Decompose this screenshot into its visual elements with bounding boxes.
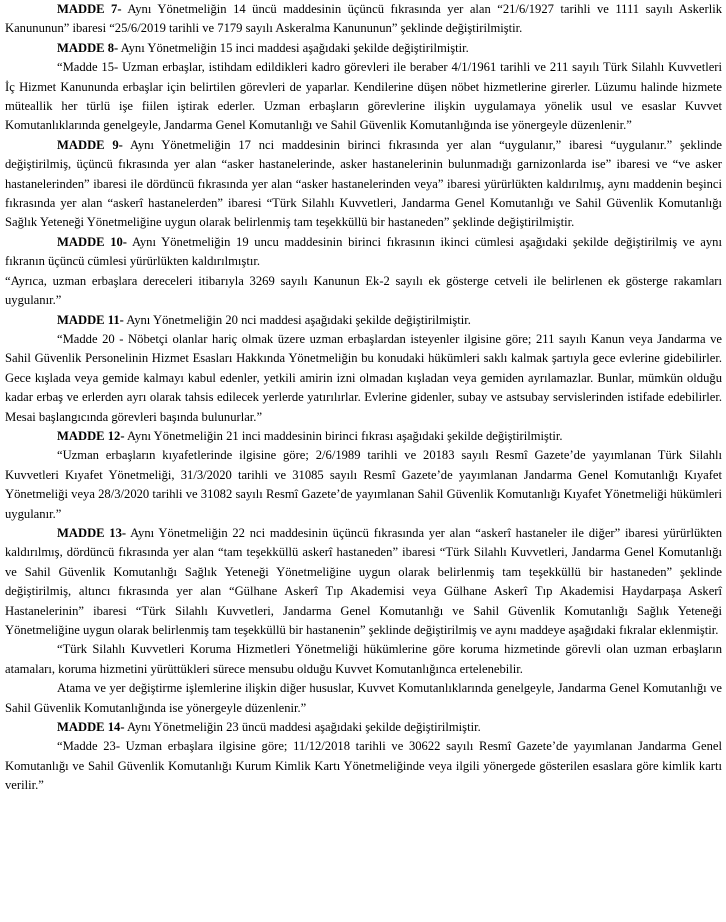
article-label: MADDE 14- bbox=[57, 720, 125, 735]
paragraph-text: “Madde 15- Uzman erbaşlar, istihdam edildikleri kadro görevleri ile beraber 4/1/1961 tarihli ve 211 sayılı Türk Silahlı Kuvvetleri İç Hizmet Kanununda erbaşlar için belirtilen görevleri de yaparlar. Kendilerine düşen nöbet hizmetlerine girerler. Lüzumu halinde hizmete müteallik her türlü işe fiilen iştirak ederler. Uzman erbaşların görevlerine ilişkin uygulamaya yönelik usul ve esaslar Kuvvet Komutanlıklarında genelgeyle, Jandarma Genel Komutanlığı ve Sahil Güvenlik Komutanlığında ise yönergeyle düzenlenir.” bbox=[5, 60, 722, 133]
article-label: MADDE 8- bbox=[57, 40, 119, 55]
paragraph-text: Aynı Yönetmeliğin 19 uncu maddesinin birinci fıkrasının ikinci cümlesi aşağıdaki şekilde değiştirilmiş ve aynı fıkranın üçüncü cümlesi yürürlükten kaldırılmıştır. bbox=[5, 234, 722, 269]
madde-13-quote-paragraph-2 bbox=[5, 679, 722, 718]
article-label: MADDE 10- bbox=[57, 234, 127, 249]
madde-13-quote-paragraph-1 bbox=[5, 640, 722, 679]
paragraph-text: Aynı Yönetmeliğin 14 üncü maddesinin üçüncü fıkrasında yer alan “21/6/1927 tarihli ve 1111 sayılı Askerlik Kanununun” ibaresi “25/6/2019 tarihli ve 7179 sayılı Askeralma Kanununun” şeklinde değiştirilmiştir. bbox=[5, 2, 723, 36]
madde-12-quote-paragraph bbox=[5, 446, 722, 524]
paragraph-text: “Ayrıca, uzman erbaşlara dereceleri itibarıyla 3269 sayılı Kanunun Ek-2 sayılı ek gösterge cetveli ile belirlenen ek gösterge rakamları uygulanır.” bbox=[5, 273, 722, 308]
article-label: MADDE 7- bbox=[57, 2, 122, 16]
article-label: MADDE 13- bbox=[57, 525, 127, 540]
madde-12-paragraph bbox=[5, 427, 722, 446]
paragraph-text: “Madde 23- Uzman erbaşlara ilgisine göre; 11/12/2018 tarihli ve 30622 sayılı Resmî Gazete’de yayımlanan Jandarma Genel Komutanlığı ve Sahil Güvenlik Komutanlığı Kurum Kimlik Kartı Yönetmeliğinde veya ilgili yönergede gösterilen esaslara göre kimlik kartı verilir.” bbox=[5, 739, 722, 793]
paragraph-text: Aynı Yönetmeliğin 17 nci maddesinin birinci fıkrasında yer alan “uygulanır,” ibaresi “uygulanır.” şeklinde değiştirilmiş, üçüncü fıkrasında yer alan “asker hastanelerinde, asker hastanelerinin bulunmadığı garnizonlarda ise” ibaresi ve “ve asker hastanelerinden” ibaresi ile dördüncü fıkrasında yer alan “asker hastanelerinden veya” ibaresi yürürlükten kaldırılmış, aynı maddenin beşinci fıkrasında yer alan “askerî hastanelerden” ibaresi “Türk Silahlı Kuvvetleri, Jandarma Genel Komutanlığı ve Sahil Güvenlik Komutanlığı Sağlık Yeteneği Yönetmeliğine uygun olarak belirlenmiş tam teşekküllü bir hastaneden” şeklinde değiştirilmiştir. bbox=[5, 137, 723, 230]
paragraph-text: Aynı Yönetmeliğin 22 nci maddesinin üçüncü fıkrasında yer alan “askerî hastaneler ile diğer” ibaresi yürürlükten kaldırılmış, dördüncü fıkrasında yer alan “tam teşekküllü askerî hastaneden” ibaresi “Türk Silahlı Kuvvetleri, Jandarma Genel Komutanlığı ve Sahil Güvenlik Komutanlığı Sağlık Yeteneği Yönetmeliğine uygun olarak belirlenmiş tam teşekküllü bir hastaneden” şeklinde değiştirilmiş, altıncı fıkrasında yer alan “Gülhane Askerî Tıp Akademisi veya Gülhane Askerî Tıp Akademisi Haydarpaşa Askerî Hastanelerinin” ibaresi “Türk Silahlı Kuvvetleri, Jandarma Genel Komutanlığı ve Sahil Güvenlik Komutanlığı Sağlık Yeteneği Yönetmeliğine uygun olarak belirlenmiş tam teşekküllü bir hastanenin” şeklinde değiştirilmiş ve aynı maddeye aşağıdaki fıkralar eklenmiştir. bbox=[5, 525, 722, 637]
paragraph-text: Aynı Yönetmeliğin 15 inci maddesi aşağıdaki şekilde değiştirilmiştir. bbox=[118, 40, 469, 55]
article-label: MADDE 11- bbox=[57, 312, 124, 327]
madde-10-quote-paragraph bbox=[5, 272, 722, 311]
paragraph-text: Aynı Yönetmeliğin 21 inci maddesinin birinci fıkrası aşağıdaki şekilde değiştirilmiştir. bbox=[124, 428, 563, 443]
madde-15-quote-paragraph bbox=[5, 58, 722, 136]
madde-9-paragraph bbox=[5, 136, 722, 233]
paragraph-text: “Uzman erbaşların kıyafetlerinde ilgisine göre; 2/6/1989 tarihli ve 20183 sayılı Resmî Gazete’de yayımlanan Türk Silahlı Kuvvetleri Kıyafet Yönetmeliği, 31/3/2020 tarihli ve 31085 sayılı Resmî Gazete’de yayımlanan Jandarma Genel Komutanlığı Kıyafet Yönetmeliği veya 28/3/2020 tarihli ve 31082 sayılı Resmî Gazete’de yayımlanan Sahil Güvenlik Komutanlığı Kıyafet Yönetmeliği hükümleri uygulanır.” bbox=[5, 448, 722, 521]
paragraph-text: Aynı Yönetmeliğin 20 nci maddesi aşağıdaki şekilde değiştirilmiştir. bbox=[123, 312, 471, 327]
paragraph-text: Atama ve yer değiştirme işlemlerine ilişkin diğer hususlar, Kuvvet Komutanlıklarında genelgeyle, Jandarma Genel Komutanlığı ve Sahil Güvenlik Komutanlığında ise yönergeyle düzenlenir.” bbox=[5, 681, 722, 715]
paragraph-text: “Madde 20 - Nöbetçi olanlar hariç olmak üzere uzman erbaşlardan isteyenler ilgisine göre; 211 sayılı Kanun veya Jandarma ve Sahil Güvenlik Personelinin Hizmet Esasları Hakkında Yönetmeliğin bu konudaki hükümleri saklı kalmak şartıyla gece evlerine gidebilirler. Gece kışlada veya gemide kalmayı kabul edenler, yetkili amirin izni olmadan kışladan veya gemiden ayrılamazlar. Bunlar, mümkün olduğu kadar erbaş ve erlerden ayrı olarak tahsis edilecek yerlerde yatırılırlar. Evlerine gidenler, subay ve astsubay servislerinden istifade edebilirler. Mesai başlangıcında görevleri başında bulunurlar.” bbox=[5, 331, 722, 424]
madde-10-paragraph bbox=[5, 233, 722, 272]
madde-14-paragraph bbox=[5, 718, 722, 737]
madde-7-paragraph bbox=[5, 0, 722, 39]
madde-11-paragraph bbox=[5, 311, 722, 330]
madde-8-paragraph bbox=[5, 39, 722, 58]
article-label: MADDE 9- bbox=[57, 137, 123, 152]
madde-20-quote-paragraph bbox=[5, 330, 722, 427]
article-label: MADDE 12- bbox=[57, 428, 125, 443]
paragraph-text: “Türk Silahlı Kuvvetleri Koruma Hizmetleri Yönetmeliği hükümlerine göre koruma hizmetinde görevli olan uzman erbaşların atamaları, koruma hizmetini yürüttükleri sürece mensubu olduğu Kuvvet Komutanlığınca ertelenebilir. bbox=[5, 642, 722, 676]
madde-23-quote-paragraph bbox=[5, 737, 722, 795]
paragraph-text: Aynı Yönetmeliğin 23 üncü maddesi aşağıdaki şekilde değiştirilmiştir. bbox=[124, 720, 481, 735]
madde-13-paragraph bbox=[5, 524, 722, 640]
